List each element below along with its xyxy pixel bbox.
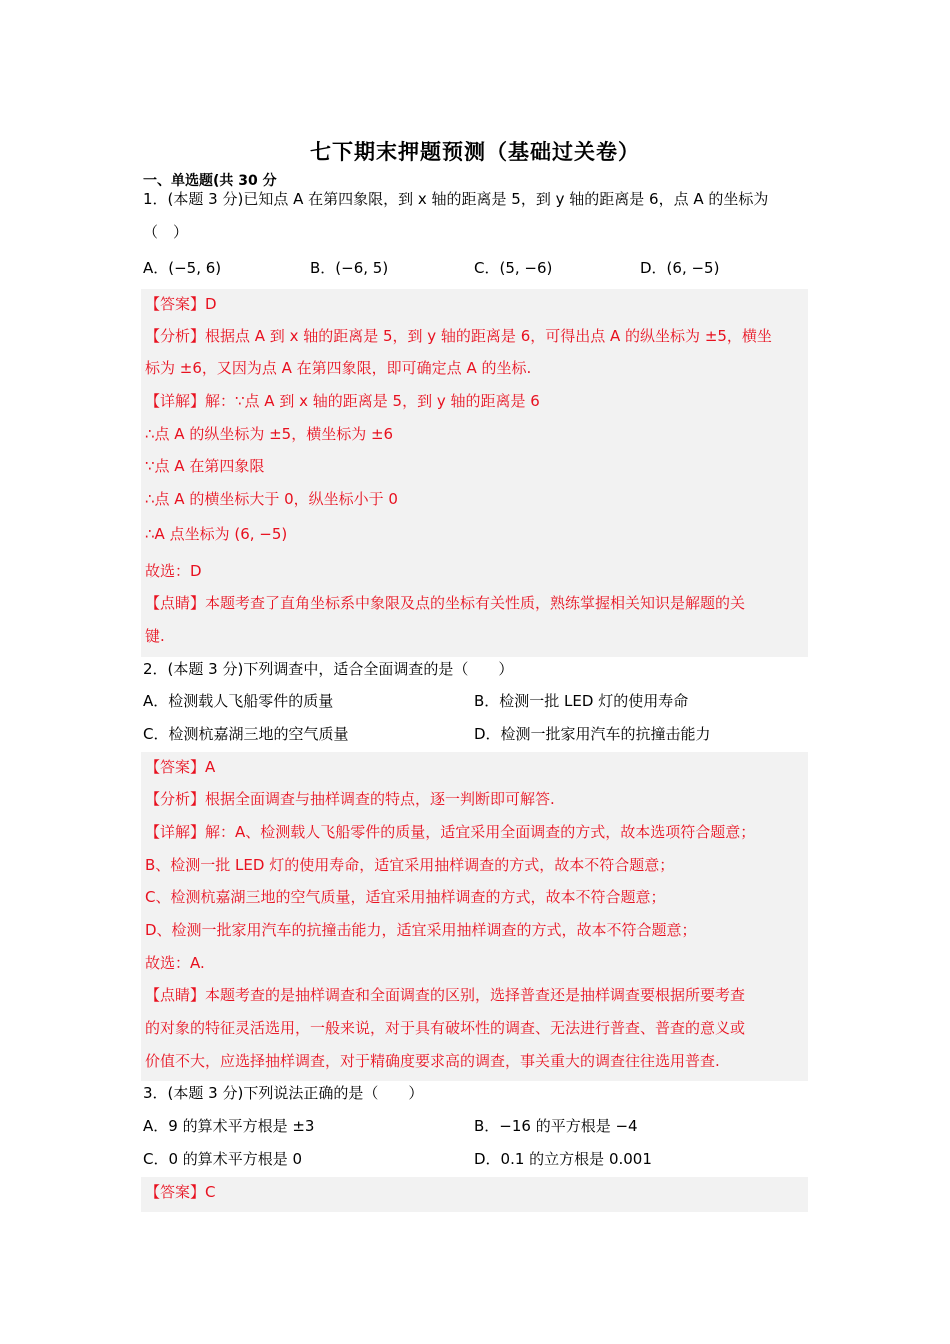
- q3-option-c: C．0 的算术平方根是 0: [143, 1150, 303, 1168]
- q1-detail-line5: ∴A 点坐标为 (6, −5): [145, 525, 288, 543]
- q3-option-d: D．0.1 的立方根是 0.001: [474, 1150, 652, 1168]
- section-heading: 一、单选题(共 30 分: [143, 173, 277, 189]
- q2-detail-line3: C、检测杭嘉湖三地的空气质量，适宜采用抽样调查的方式，故本不符合题意；: [145, 888, 666, 906]
- q1-answer: 【答案】D: [145, 295, 217, 313]
- q1-stem-line2: （ ）: [143, 223, 189, 241]
- q1-analysis-line2: 标为 ±6，又因为点 A 在第四象限，即可确定点 A 的坐标.: [145, 359, 532, 377]
- q3-stem: 3．(本题 3 分)下列说法正确的是（ ）: [143, 1084, 424, 1102]
- q3-solution-box: [141, 1177, 808, 1212]
- q2-option-c: C．检测杭嘉湖三地的空气质量: [143, 725, 349, 743]
- q2-choose: 故选：A.: [145, 954, 205, 972]
- q3-answer: 【答案】C: [145, 1183, 216, 1201]
- q2-stem: 2．(本题 3 分)下列调查中，适合全面调查的是（ ）: [143, 660, 514, 678]
- q1-option-c: C．(5, −6): [474, 259, 553, 277]
- q1-option-d: D．(6, −5): [640, 259, 720, 277]
- q1-choose: 故选：D: [145, 562, 202, 580]
- q1-analysis-line1: 【分析】根据点 A 到 x 轴的距离是 5，到 y 轴的距离是 6，可得出点 A 的纵坐标为 ±5，横坐: [145, 327, 772, 345]
- q3-option-b: B．−16 的平方根是 −4: [474, 1117, 638, 1135]
- q2-analysis: 【分析】根据全面调查与抽样调查的特点，逐一判断即可解答.: [145, 790, 555, 808]
- q2-option-a: A．检测载人飞船零件的质量: [143, 692, 334, 710]
- q2-detail-line1: 【详解】解：A、检测载人飞船零件的质量，适宜采用全面调查的方式，故本选项符合题意；: [145, 823, 756, 841]
- q2-detail-line4: D、检测一批家用汽车的抗撞击能力，适宜采用抽样调查的方式，故本不符合题意；: [145, 921, 697, 939]
- q1-detail-line3: ∵点 A 在第四象限: [145, 457, 265, 475]
- q1-detail-line1: 【详解】解：∵点 A 到 x 轴的距离是 5，到 y 轴的距离是 6: [145, 392, 540, 410]
- q2-detail-line2: B、检测一批 LED 灯的使用寿命，适宜采用抽样调查的方式，故本不符合题意；: [145, 856, 675, 874]
- q1-comment-line2: 键.: [145, 627, 165, 645]
- q1-stem-line1: 1．(本题 3 分)已知点 A 在第四象限，到 x 轴的距离是 5，到 y 轴的距离是 6，点 A 的坐标为: [143, 190, 769, 208]
- q2-option-b: B．检测一批 LED 灯的使用寿命: [474, 692, 689, 710]
- q2-answer: 【答案】A: [145, 758, 216, 776]
- q2-comment-line2: 的对象的特征灵活选用，一般来说，对于具有破坏性的调查、无法进行普查、普查的意义或: [145, 1019, 746, 1037]
- q2-option-d: D．检测一批家用汽车的抗撞击能力: [474, 725, 711, 743]
- q2-comment-line3: 价值不大，应选择抽样调查，对于精确度要求高的调查，事关重大的调查往往选用普查.: [145, 1052, 720, 1070]
- q1-option-b: B．(−6, 5): [310, 259, 389, 277]
- q1-detail-line4: ∴点 A 的横坐标大于 0，纵坐标小于 0: [145, 490, 398, 508]
- q2-comment-line1: 【点睛】本题考查的是抽样调查和全面调查的区别，选择普查还是抽样调查要根据所要考查: [145, 986, 746, 1004]
- q1-detail-line2: ∴点 A 的纵坐标为 ±5，横坐标为 ±6: [145, 425, 394, 443]
- q1-option-a: A．(−5, 6): [143, 259, 222, 277]
- q3-option-a: A．9 的算术平方根是 ±3: [143, 1117, 315, 1135]
- page-title: 七下期末押题预测（基础过关卷）: [310, 140, 640, 164]
- q1-comment-line1: 【点睛】本题考查了直角坐标系中象限及点的坐标有关性质，熟练掌握相关知识是解题的关: [145, 594, 746, 612]
